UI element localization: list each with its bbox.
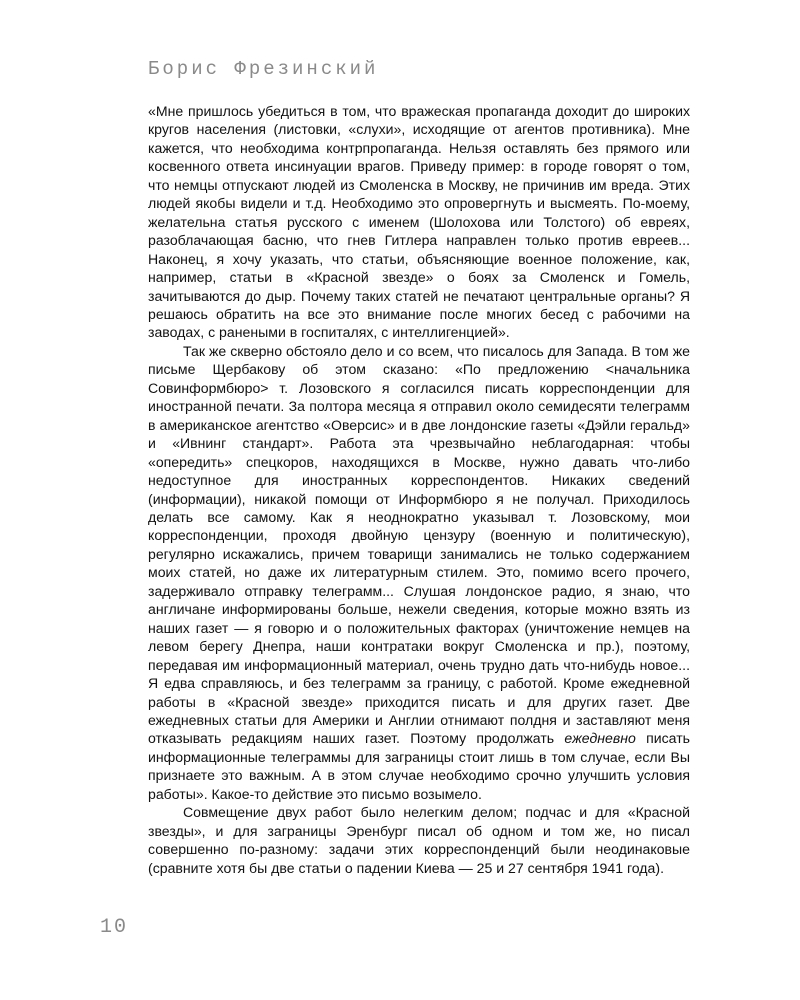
paragraph-text-part: Так же скверно обстояло дело и со всем, что писалось для Запада. В том же письме Щербакову об этом сказано: «По предложению <начальника Совинформбюро> т. Лозовского я согласился писать корреспонденции для иностранной печати. За полтора месяца я отправил около семидесяти телеграмм в американское агентство «Оверсис» и в две лондонские газеты «Дэйли геральд» и «Ивнинг стандарт». Работа эта чрезвычайно неблагодарная: чтобы «опередить» спецкоров, находящихся в Москве, нужно давать что-либо недоступное для иностранных корреспондентов. Никаких сведений (информации), никакой помощи от Информбюро я не получал. Приходилось делать все самому. Как я неоднократно указывал т. Лозовскому, мои корреспонденции, проходя двойную цензуру (военную и политическую), регулярно искажались, причем товарищи занимались не только содержанием моих статей, но даже их литературным стилем. Это, помимо всего прочего, задерживало отправку телеграмм... Слушая лондонское радио, я знаю, что англичане информированы больше, нежели сведения, которые можно взять из наших газет — я говорю и о положительных факторах (уничтожение немцев на левом берегу Днепра, наши контратаки вокруг Смоленска и пр.), поэтому, передавая им информационный материал, очень трудно дать что-нибудь новое... Я едва справляюсь, и без телеграмм за границу, с работой. Кроме ежедневной работы в «Красной звезде» приходится писать и для других газет. Две ежедневных статьи для Америки и Англии отнимают полдня и заставляют меня отказывать редакциям наших газет. Поэтому продолжать [148, 342, 690, 747]
emphasis-daily: ежедневно [564, 730, 636, 747]
running-head-author: Борис Фрезинский [148, 58, 379, 80]
paragraph-text-part: писать информационные телеграммы для заграницы стоит лишь в том случае, если Вы признаете это важным. А в этом случае необходимо срочно улучшить условия работы». Какое-то действие это письмо возымело. [148, 730, 690, 802]
body-text [148, 102, 690, 877]
page-number: 10 [100, 916, 129, 939]
paragraph-two-jobs: Совмещение двух работ было нелегким делом; подчас и для «Красной звезды», и для заграницы Эренбург писал об одном и том же, но писал совершенно по-разному: задачи этих корреспонденций были неодинаковые (сравните хотя бы две статьи о падении Киева — 25 и 27 сентября 1941 года). [148, 804, 690, 876]
paragraph-quote-letter: «Мне пришлось убедиться в том, что вражеская пропаганда доходит до широких кругов населения (листовки, «слухи», исходящие от агентов противника). Мне кажется, что необходима контрпропаганда. Нельзя оставлять без прямого или косвенного ответа инсинуации врагов. Приведу пример: в городе говорят о том, что немцы отпускают людей из Смоленска в Москву, не причинив им вреда. Этих людей якобы видели и т.д. Необходимо это опровергнуть и высмеять. По-моему, желательна статья русского с именем (Шолохова или Толстого) об евреях, разоблачающая басню, что гнев Гитлера направлен только против евреев... Наконец, я хочу указать, что статьи, объясняющие военное положение, как, например, статьи в «Красной звезде» о боях за Смоленск и Гомель, зачитываются до дыр. Почему таких статей не печатают центральные органы? Я решаюсь обратить на все это внимание после многих бесед с рабочими на заводах, с ранеными в госпиталях, с интеллигенцией». [148, 103, 690, 341]
paragraph-west-correspondence [148, 342, 690, 803]
